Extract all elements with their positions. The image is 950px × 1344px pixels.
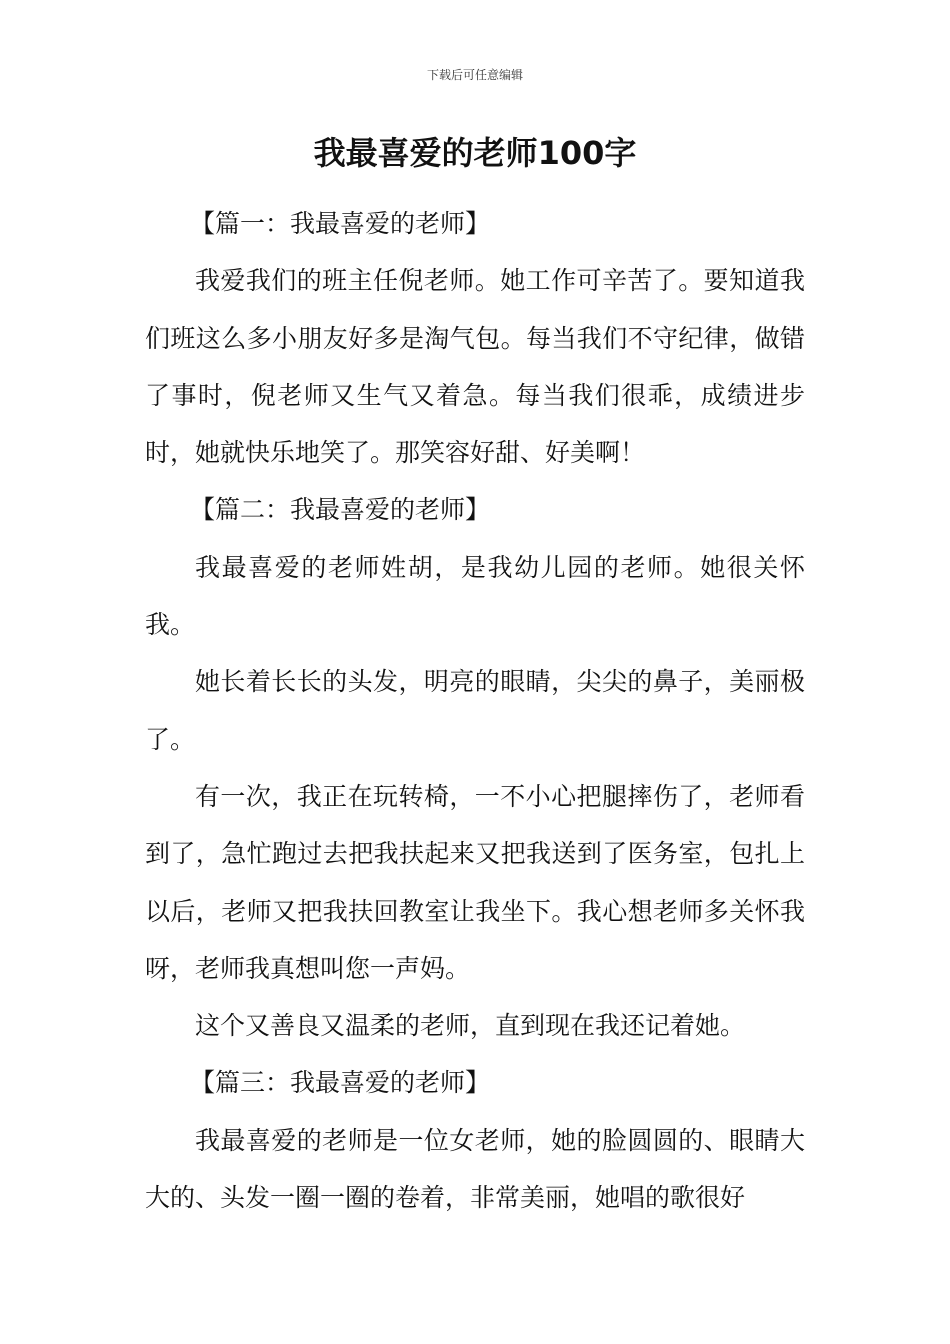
section-heading-2: 【篇二：我最喜爱的老师】 bbox=[190, 495, 491, 525]
paragraph: 我爱我们的班主任倪老师。她工作可辛苦了。要知道我们班这么多小朋友好多是淘气包。每当我们不守纪律，做错了事时，倪老师又生气又着急。每当我们很乖，成绩进步时，她就快乐地笑了。那笑容好甜、好美啊！ bbox=[145, 266, 805, 468]
header-note: 下载后可任意编辑 bbox=[426, 68, 523, 82]
paragraph: 我最喜爱的老师姓胡，是我幼儿园的老师。她很关怀我。 bbox=[145, 552, 805, 640]
paragraph: 这个又善良又温柔的老师，直到现在我还记着她。 bbox=[195, 1011, 746, 1041]
document-body bbox=[145, 195, 805, 1226]
section-heading-1: 【篇一：我最喜爱的老师】 bbox=[190, 209, 491, 238]
paragraph: 我最喜爱的老师是一位女老师，她的脸圆圆的、眼睛大大的、头发一圈一圈的卷着，非常美丽，她唱的歌很好 bbox=[145, 1125, 805, 1213]
paragraph: 有一次，我正在玩转椅，一不小心把腿摔伤了，老师看到了，急忙跑过去把我扶起来又把我送到了医务室，包扎上以后，老师又把我扶回教室让我坐下。我心想老师多关怀我呀，老师我真想叫您一声妈。 bbox=[145, 781, 805, 983]
document-title: 我最喜爱的老师100字 bbox=[313, 134, 637, 172]
paragraph: 她长着长长的头发，明亮的眼睛，尖尖的鼻子，美丽极了。 bbox=[145, 667, 805, 754]
section-heading-3: 【篇三：我最喜爱的老师】 bbox=[190, 1068, 491, 1098]
